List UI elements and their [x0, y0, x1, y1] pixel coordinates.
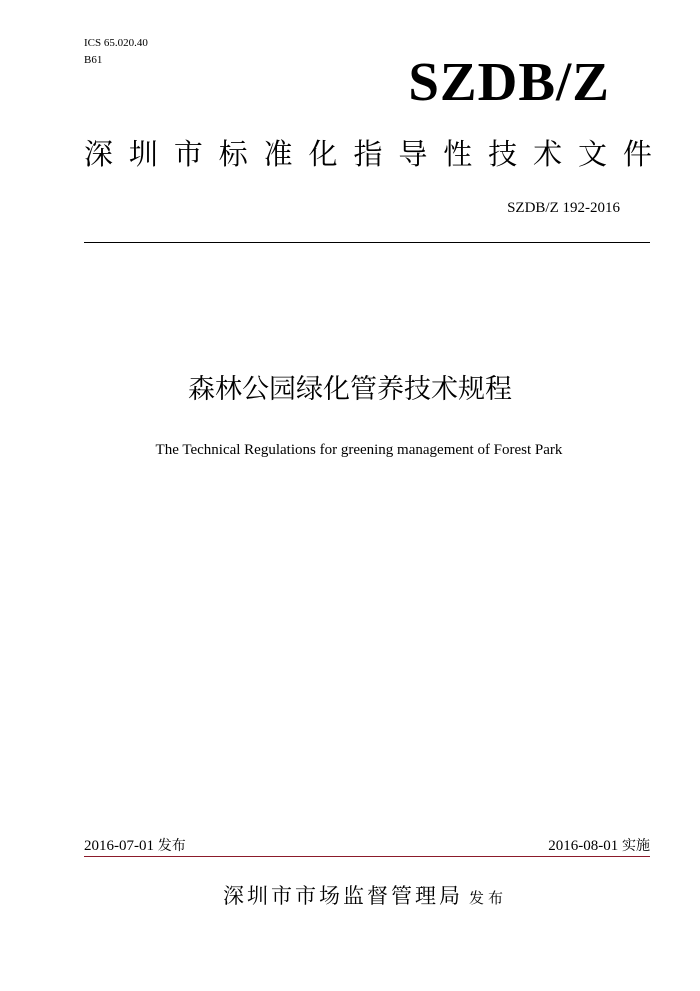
doc-type-char: 圳: [128, 137, 158, 171]
doc-type-char: 文: [577, 137, 607, 171]
issuer-line: [0, 880, 700, 914]
standard-number: SZDB/Z 192-2016: [507, 200, 620, 216]
doc-type-char: 准: [263, 137, 293, 171]
doc-type-char: 术: [533, 137, 563, 171]
doc-type-char: 指: [353, 137, 383, 171]
title-english: The Technical Regulations for greening management of Forest Park: [155, 442, 563, 458]
doc-type-char: 技: [488, 137, 518, 171]
issuer-name: 深圳市市场监督管理局: [222, 884, 463, 908]
doc-type-char: 标: [218, 137, 248, 171]
doc-type-char: 市: [173, 137, 203, 171]
publish-label: 发布: [157, 838, 186, 854]
publish-date-value: 2016-07-01: [84, 838, 154, 854]
doc-type-char: 深: [84, 137, 114, 171]
document-type-heading: [84, 136, 652, 172]
doc-type-char: 化: [308, 137, 338, 171]
implement-date: [548, 836, 650, 856]
standard-code-logo: SZDB/Z: [408, 51, 610, 112]
doc-type-char: 导: [398, 137, 428, 171]
classification-code: B61: [84, 54, 103, 66]
ics-code: ICS 65.020.40: [84, 37, 148, 49]
implement-date-value: 2016-08-01: [548, 838, 619, 854]
title-chinese: 森林公园绿化管养技术规程: [188, 374, 512, 405]
publish-date: [84, 836, 186, 856]
bottom-divider: [84, 856, 650, 857]
implement-label: 实施: [622, 838, 650, 854]
doc-type-char: 性: [443, 137, 473, 171]
doc-type-char: 件: [622, 137, 652, 171]
top-divider: [84, 242, 650, 243]
issuer-suffix: 发布: [468, 889, 507, 907]
